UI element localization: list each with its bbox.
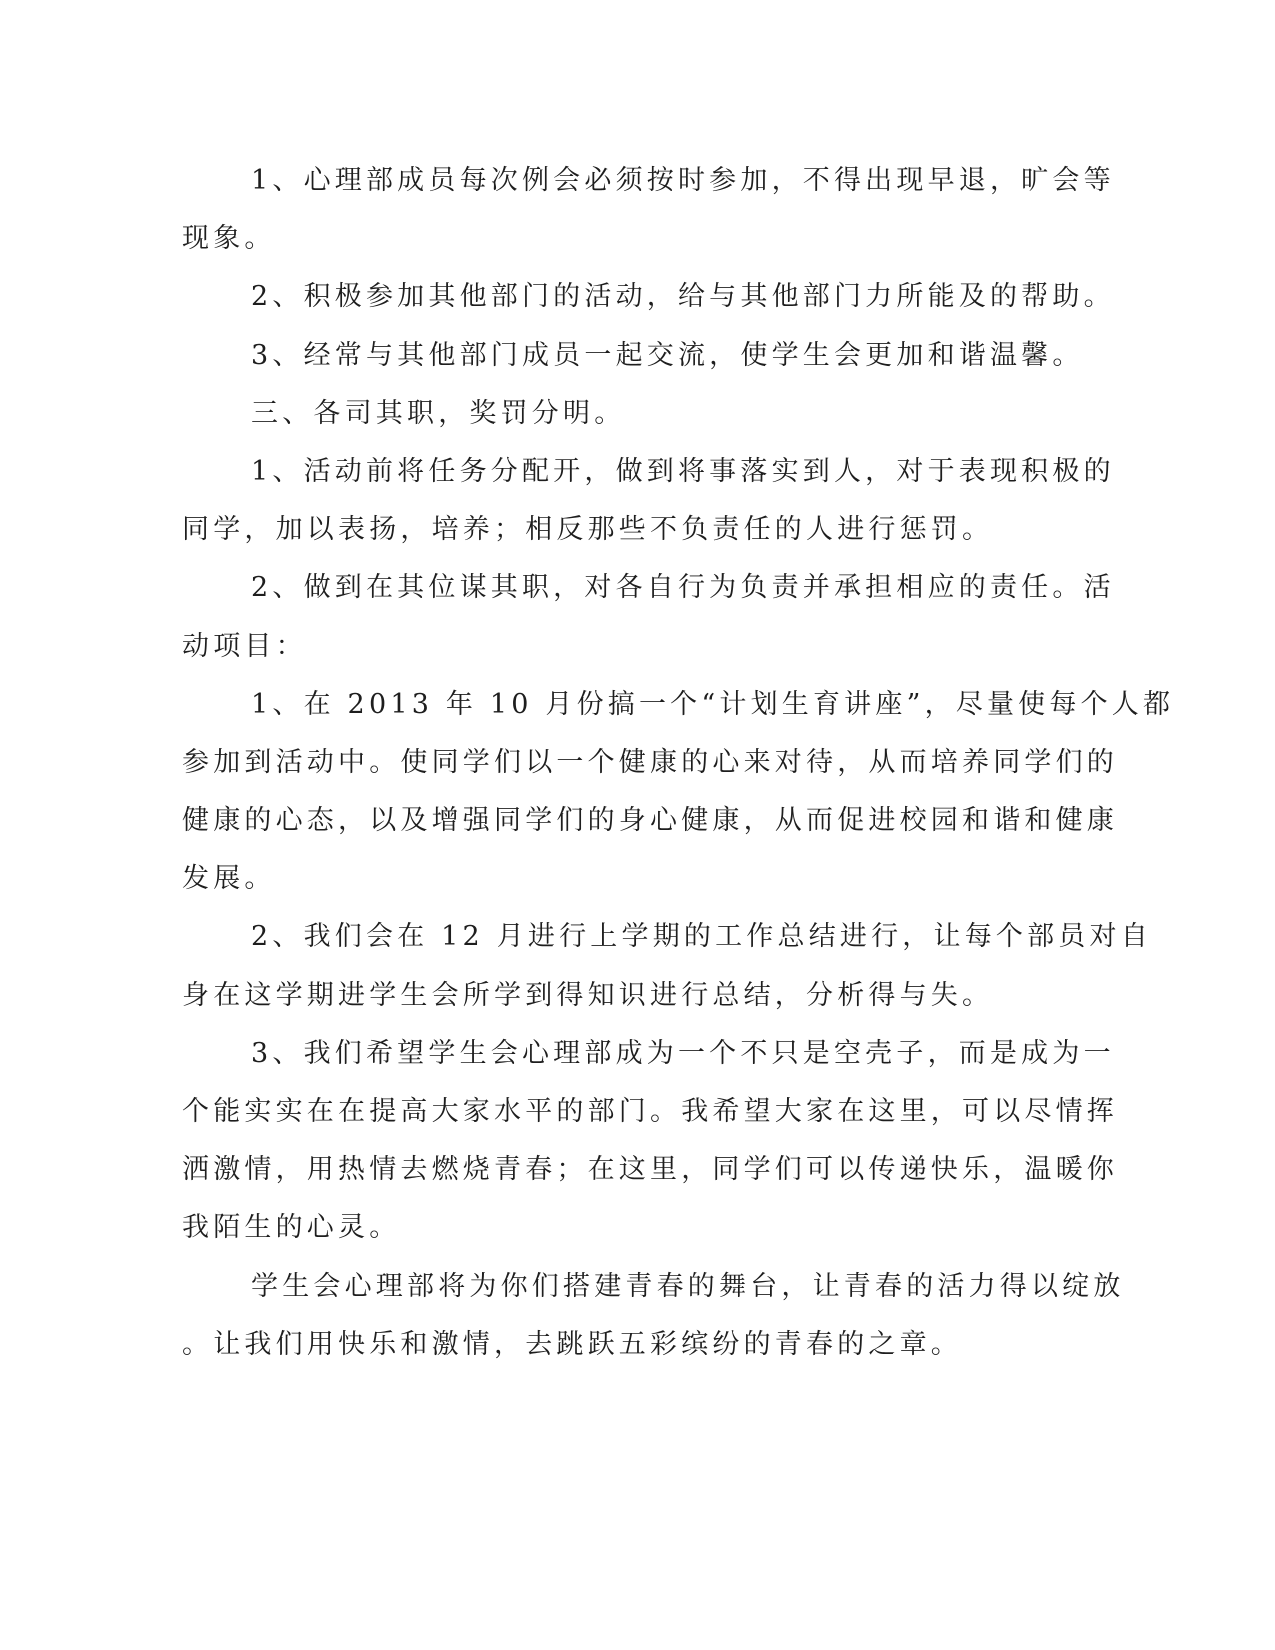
text-line: 身在这学期进学生会所学到得知识进行总结，分析得与失。 [182, 979, 994, 1011]
text-line: 同学，加以表扬，培养；相反那些不负责任的人进行惩罚。 [182, 514, 994, 546]
text-line: 动项目： [182, 630, 307, 662]
text-line: 参加到活动中。使同学们以一个健康的心来对待，从而培养同学们的 [182, 746, 1118, 778]
text-line: 2、积极参加其他部门的活动，给与其他部门力所能及的帮助。 [251, 281, 1115, 313]
text-line: 现象。 [182, 223, 276, 255]
text-line: 洒激情，用热情去燃烧青春；在这里，同学们可以传递快乐，温暖你 [182, 1154, 1118, 1186]
text-line: 3、经常与其他部门成员一起交流，使学生会更加和谐温馨。 [251, 339, 1084, 371]
text-line: 健康的心态，以及增强同学们的身心健康，从而促进校园和谐和健康 [182, 805, 1118, 837]
text-line: 。让我们用快乐和激情，去跳跃五彩缤纷的青春的之章。 [182, 1328, 962, 1360]
text-line: 发展。 [182, 863, 276, 895]
text-line: 3、我们希望学生会心理部成为一个不只是空壳子，而是成为一 [251, 1037, 1115, 1069]
text-line: 2、我们会在 12 月进行上学期的工作总结进行，让每个部员对自 [251, 921, 1152, 953]
text-line: 2、做到在其位谋其职，对各自行为负责并承担相应的责任。活 [251, 572, 1115, 604]
text-line: 个能实实在在提高大家水平的部门。我希望大家在这里，可以尽情挥 [182, 1096, 1118, 1127]
text-line: 学生会心理部将为你们搭建青春的舞台，让青春的活力得以绽放 [251, 1270, 1125, 1302]
text-line: 1、活动前将任务分配开，做到将事落实到人，对于表现积极的 [251, 455, 1115, 487]
document-body [182, 152, 1175, 1374]
text-line: 1、心理部成员每次例会必须按时参加，不得出现早退，旷会等 [251, 165, 1115, 196]
text-line: 1、在 2013 年 10 月份搞一个“计划生育讲座”，尽量使每个人都 [251, 688, 1175, 720]
text-line: 我陌生的心灵。 [182, 1212, 401, 1244]
section-heading: 三、各司其职，奖罚分明。 [251, 397, 626, 429]
